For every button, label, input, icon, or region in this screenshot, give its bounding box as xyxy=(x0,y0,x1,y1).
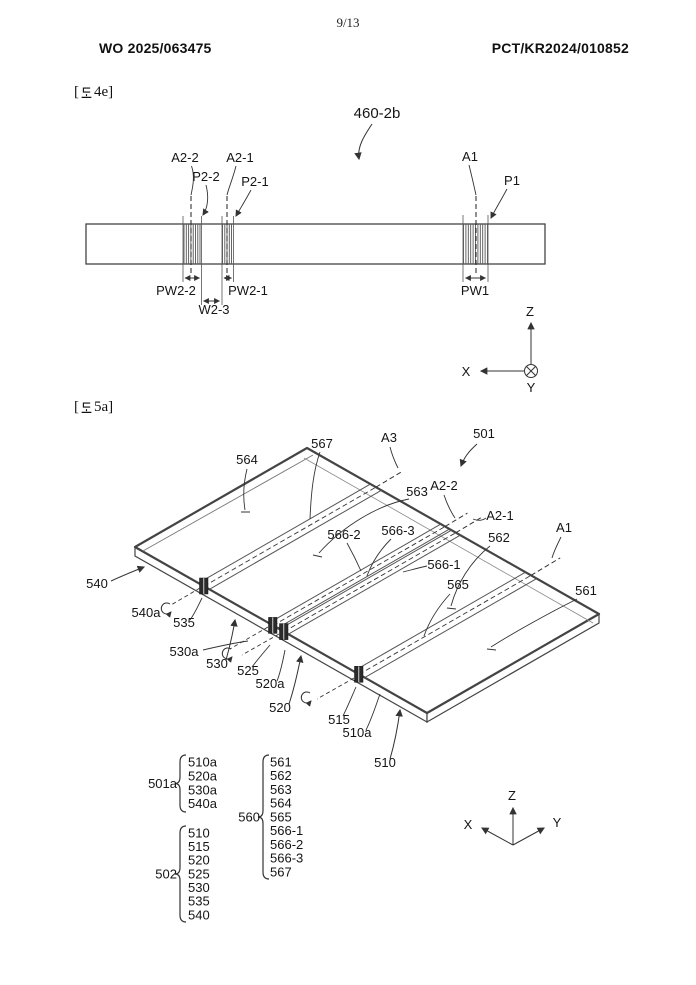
label-563: 563 xyxy=(406,484,428,499)
legend-item: 561 xyxy=(270,754,292,770)
axis-a3-line xyxy=(376,472,402,487)
leader-p1 xyxy=(491,189,507,218)
rotation-arrow-icon xyxy=(161,603,171,614)
fig5a-caption xyxy=(74,399,113,416)
y-axis-label: Y xyxy=(552,815,562,830)
page-number: 9/13 xyxy=(336,15,360,30)
label-540a: 540a xyxy=(131,605,161,620)
legend-item: 565 xyxy=(270,809,292,825)
legend-item: 510a xyxy=(188,754,217,770)
fig4e-caption-open: [ xyxy=(74,84,79,100)
legend-item: 525 xyxy=(188,866,210,882)
legend-item: 515 xyxy=(188,839,210,854)
legend-item: 510 xyxy=(188,825,210,841)
label-566-1: 566-1 xyxy=(427,557,461,572)
label-520a: 520a xyxy=(255,676,285,691)
publication-number: WO 2025/063475 xyxy=(99,40,212,56)
fig5a-coordinate-axes xyxy=(464,788,562,845)
rotation-arrow-icon xyxy=(301,692,311,703)
leader-a3 xyxy=(390,447,398,468)
fig4e-coordinate-axes xyxy=(462,304,538,395)
application-number: PCT/KR2024/010852 xyxy=(491,40,629,56)
label-515: 515 xyxy=(328,712,350,727)
hangul-do-glyph xyxy=(80,400,93,415)
leader-a2-1 xyxy=(227,166,236,195)
legend-item: 535 xyxy=(188,893,210,909)
label-567: 567 xyxy=(311,436,333,451)
leader-520 xyxy=(289,656,301,704)
axis-a2-1-line xyxy=(456,517,482,532)
legend-group-501a: 501a xyxy=(148,776,177,791)
hinge-block-535 xyxy=(200,578,209,594)
label-a2-1: A2-1 xyxy=(486,508,514,523)
fold-axis-stub-530a xyxy=(230,627,268,649)
hinge-block-525b xyxy=(280,624,289,640)
label-p1: P1 xyxy=(504,173,520,188)
fig4e-ref-label: 460-2b xyxy=(353,105,401,122)
z-axis-label: Z xyxy=(526,304,534,319)
legend-item: 530 xyxy=(188,880,210,895)
leader-535 xyxy=(190,598,202,620)
label-a2-2: A2-2 xyxy=(171,150,199,165)
leader-a1 xyxy=(469,165,476,195)
legend-item: 520 xyxy=(188,852,210,868)
leader-p2-2 xyxy=(203,185,208,215)
label-562: 562 xyxy=(488,530,510,545)
label-p2-1: P2-1 xyxy=(241,174,269,189)
label-a2-1: A2-1 xyxy=(226,150,254,165)
z-axis-label: Z xyxy=(508,788,516,803)
label-565: 565 xyxy=(447,577,469,592)
leader-a2-2 xyxy=(444,495,455,518)
label-a2-2: A2-2 xyxy=(430,478,458,493)
label-561: 561 xyxy=(575,583,597,598)
label-a3: A3 xyxy=(381,430,397,445)
legend-item: 520a xyxy=(188,768,217,784)
legend-item: 566-1 xyxy=(270,823,304,838)
legend-item: 540a xyxy=(188,796,217,811)
label-w2-3: W2-3 xyxy=(198,302,230,317)
hinge-block-515 xyxy=(355,666,364,682)
legend-item: 540 xyxy=(188,907,210,923)
label-pw1: PW1 xyxy=(460,283,490,298)
label-pw2-2: PW2-2 xyxy=(156,283,196,298)
leader-510 xyxy=(390,710,400,759)
figure-4e xyxy=(0,95,696,400)
legend-item: 563 xyxy=(270,782,292,797)
fig5a-caption-open: [ xyxy=(74,399,79,415)
fig4e-ref-arrow xyxy=(359,124,372,159)
leader-501 xyxy=(461,444,477,466)
legend-group-560: 560 xyxy=(238,809,260,825)
label-525: 525 xyxy=(237,663,259,678)
leader-530 xyxy=(226,620,235,660)
label-520: 520 xyxy=(269,700,291,715)
legend-item: 562 xyxy=(270,768,292,783)
label-566-3: 566-3 xyxy=(381,523,415,538)
y-axis-label: Y xyxy=(526,380,536,395)
legend-group-502: 502 xyxy=(155,866,177,882)
fold-axis-stub-520a xyxy=(242,634,279,655)
leader-540 xyxy=(111,567,144,581)
label-510a: 510a xyxy=(342,725,372,740)
leader-p2-1 xyxy=(236,190,251,216)
label-564: 564 xyxy=(236,452,258,467)
label-510: 510 xyxy=(374,755,396,770)
x-axis-label: X xyxy=(463,817,473,832)
label-540: 540 xyxy=(86,576,108,591)
leader-510a xyxy=(366,694,380,730)
axis-a1-line xyxy=(531,558,560,576)
x-axis-label: X xyxy=(461,364,471,379)
legend-item: 567 xyxy=(270,864,292,880)
label-530a: 530a xyxy=(169,644,199,659)
legend-item: 530a xyxy=(188,782,217,798)
label-pw2-1: PW2-1 xyxy=(228,283,268,298)
fig4e-caption-rest: 4e] xyxy=(94,84,114,100)
figure-5a xyxy=(0,420,696,985)
hinge-block-525 xyxy=(269,617,278,633)
label-p2-2: P2-2 xyxy=(192,169,220,184)
label-a1: A1 xyxy=(556,520,572,535)
label-535: 535 xyxy=(173,615,195,630)
legend-item: 566-2 xyxy=(270,837,304,852)
fig5a-caption-rest: 5a] xyxy=(94,399,114,415)
legend-item: 564 xyxy=(270,795,292,811)
label-501: 501 xyxy=(473,426,495,441)
fold-axis-stub-510a xyxy=(317,678,354,699)
leader-a1 xyxy=(552,537,561,558)
legend-item: 566-3 xyxy=(270,850,304,866)
axis-a2-2-line xyxy=(445,513,467,526)
label-566-2: 566-2 xyxy=(327,527,361,542)
label-a1: A1 xyxy=(462,149,478,164)
label-530: 530 xyxy=(206,656,228,671)
